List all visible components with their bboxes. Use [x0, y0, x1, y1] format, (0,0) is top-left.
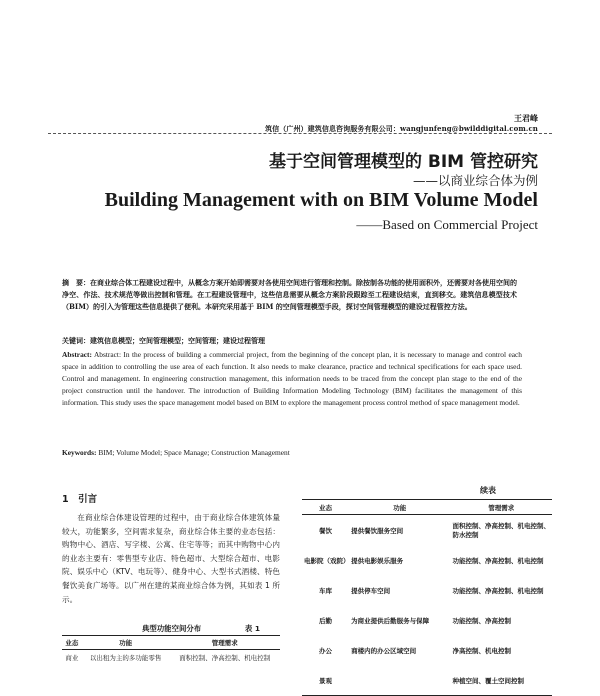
- paragraph: 在商业综合体建设管理的过程中，由于商业综合体建筑体量较大，功能繁多，空间需求复杂，商业综合体主要的业态包括：购物中心、酒店、写字楼、公寓、住宅等等；而其中购物中心内的业态主要有：零售型专业店、特色超市、大型综合超市、电影院、娱乐中心（KTV、电玩等）、健身中心、大型书式酒楼、特色餐饮美食广场等。以广州在建的某商业综合体为例，其如表 1 所示。: [62, 513, 280, 604]
- table1-header: 功能: [82, 636, 170, 650]
- table2-header: 功能: [349, 500, 450, 515]
- table-cell: 商楼内的办公区域空间: [351, 646, 417, 655]
- english-keywords-text: BIM; Volume Model; Space Manage; Construction Management: [98, 448, 290, 457]
- table1-header: 管理需求: [170, 636, 280, 650]
- english-keywords-label: Keywords:: [62, 448, 97, 457]
- chinese-keywords: [62, 336, 517, 346]
- table-cell: 功能控制、净高控制、机电控制: [452, 556, 544, 565]
- english-abstract: [62, 349, 522, 409]
- header-divider: [48, 133, 552, 134]
- table-cell: 商业: [65, 654, 79, 662]
- table-row: [302, 635, 552, 665]
- table-cell: [349, 665, 450, 696]
- table1-number: 表 1: [244, 624, 260, 633]
- table-cell: 面积控制、净高控制、机电控制、防水控制: [452, 522, 550, 539]
- table-cell: 餐饮: [319, 526, 333, 535]
- table-cell: 提供餐饮服务空间: [351, 526, 404, 535]
- chinese-abstract-label: 摘 要：: [62, 278, 90, 287]
- table-cell: 以出租为主的多功能零售: [89, 654, 162, 662]
- table-cell: 后勤: [319, 616, 333, 625]
- chinese-subtitle: ——以商业综合体为例: [412, 173, 538, 188]
- english-abstract-text: Abstract: In the process of building a commercial project, from the beginning of the concept plan, it is necessary to manage and control each space in addition to controlling the use area of each function. It also needs to make clearance, practice and technical specifications for each space used. Control and management. In engineering construction management, this information needs to be traced from the concept plan stage to the end of the project construction until the handover. The introduction of Building Information Modeling Technology (BIM) facilitates the management of this information. This study uses the space management model based on BIM to explore the management process control method of space management model.: [62, 350, 522, 408]
- section-body: [62, 511, 280, 606]
- english-keywords: [62, 448, 522, 457]
- table-cell: 面积控制、净高控制、机电控制: [179, 654, 271, 662]
- table1-title: 典型功能空间分布: [142, 624, 202, 633]
- author-affiliation: 筑信（广州）建筑信息咨询服务有限公司：wangjunfeng@bwilddigital.com.cn: [265, 124, 538, 133]
- chinese-keywords-text: 建筑信息模型；空间管理模型；空间管理；建设过程管理: [90, 336, 265, 345]
- table-cell: 提供停车空间: [351, 586, 391, 595]
- table-cell: 为商业提供后勤服务与保障: [351, 616, 430, 625]
- table-row: [302, 515, 552, 546]
- english-title: Building Management with on BIM Volume Model: [104, 189, 538, 211]
- table2-header: 管理需求: [450, 500, 552, 515]
- table-continued-label: 续表: [480, 486, 496, 495]
- section-heading: 1 引言: [62, 494, 98, 505]
- table-cell: 景观: [302, 665, 349, 696]
- table-cell: 电影院（戏院）: [304, 556, 350, 565]
- table-row: [302, 605, 552, 635]
- table1-header: 业态: [62, 636, 82, 650]
- table-cell: 办公: [319, 646, 333, 655]
- chinese-abstract-text: 在商业综合体工程建设过程中，从概念方案开始即需要对各使用空间进行管理和控制。除按制各功能的使用面积外，还需要对各使用空间的净空、作法、技术规范等做出控制和管理。在工程建设管理中，这些信息需要从概念方案阶段跟踪至工程建设结束，直到移交。建筑信息模型技术（BIM）的引入为管理这些信息提供了便利。本研究采用基于 BIM 的空间管理模型手段，探讨空间管理模型的建设过程管控方法。: [62, 278, 517, 311]
- chinese-keywords-label: 关键词：: [62, 336, 90, 345]
- table-cell: 功能控制、净高控制: [452, 616, 511, 625]
- table-cell: 净高控制、机电控制: [452, 646, 511, 655]
- table-cell: 种植空间、覆土空间控制: [450, 665, 552, 696]
- table1: [62, 635, 280, 665]
- table-row: [302, 575, 552, 605]
- table-cell: 提供电影娱乐服务: [351, 556, 404, 565]
- chinese-title: 基于空间管理模型的 BIM 管控研究: [268, 152, 538, 172]
- table-row: [302, 545, 552, 575]
- table-cell: 功能控制、净高控制、机电控制: [452, 586, 544, 595]
- table1-continued: [302, 499, 552, 696]
- author-name: 王君峰: [514, 113, 538, 123]
- chinese-abstract: [62, 277, 517, 312]
- table-row: [302, 665, 552, 696]
- table-row: [62, 650, 280, 666]
- table-cell: 车库: [319, 586, 333, 595]
- english-subtitle: ——Based on Commercial Project: [356, 217, 538, 232]
- english-abstract-label: Abstract:: [62, 350, 92, 359]
- table2-header: 业态: [302, 500, 349, 515]
